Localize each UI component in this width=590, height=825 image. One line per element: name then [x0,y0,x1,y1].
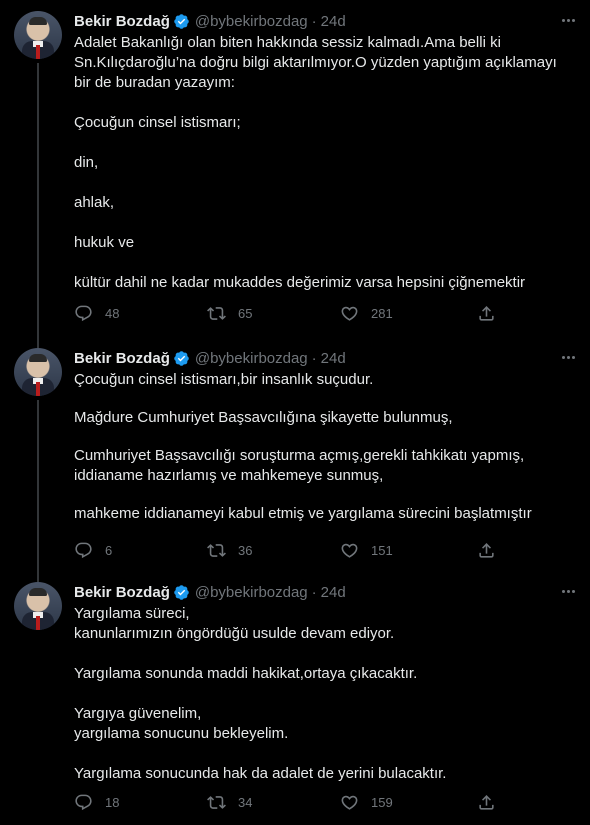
tweet-paragraph: kültür dahil ne kadar mukaddes değerimiz varsa hepsini çiğnemektir [74,274,526,291]
avatar[interactable] [14,11,62,59]
author-name[interactable]: Bekir Bozdağ [74,349,170,367]
retweet-count: 36 [238,543,253,558]
timestamp[interactable]: 24d [320,349,346,367]
reply-icon [74,304,93,323]
thread-line [37,400,39,582]
reply-button[interactable] [74,793,207,812]
share-icon [477,793,496,812]
tweet-actions [74,793,576,812]
thread-line [37,63,39,348]
author-handle[interactable]: @bybekirbozdag [194,349,308,367]
retweet-button[interactable] [207,793,340,812]
tweet[interactable] [0,0,590,337]
share-icon [477,541,496,560]
tweet-paragraph: Çocuğun cinsel istismarı; [74,114,241,131]
more-icon[interactable] [558,12,578,28]
avatar[interactable] [14,348,62,396]
tweet-header: Bekir Bozdağ @bybekirbozdag · 24d [74,12,346,30]
retweet-icon [207,541,226,560]
like-icon [340,304,359,323]
share-button[interactable] [477,304,508,323]
tweet-paragraph: ahlak, [74,194,115,211]
tweet-header: Bekir Bozdağ @bybekirbozdag · 24d [74,583,346,601]
avatar-column [14,348,62,571]
share-button[interactable] [477,541,508,560]
verified-badge-icon [173,350,190,367]
like-count: 281 [371,306,393,321]
retweet-button[interactable] [207,304,340,323]
tweet-paragraph: Yargılama sonunda maddi hakikat,ortaya çıkacaktır. [74,665,418,682]
tweet-paragraph: Adalet Bakanlığı olan biten hakkında sessiz kalmadı.Ama belli ki Sn.Kılıçdaroğlu’na doğru bilgi aktarılmıyor.O yüzden yaptığım açıklamayı bir de buradan yazayım: [74,34,561,91]
avatar-column [14,582,62,825]
tweet-paragraph: mahkeme iddianameyi kabul etmiş ve yargılama sürecini başlatmıştır [74,505,532,522]
retweet-count: 65 [238,306,253,321]
retweet-icon [207,793,226,812]
tweet[interactable] [0,571,590,825]
timestamp[interactable]: 24d [320,583,346,601]
like-count: 159 [371,795,393,810]
retweet-icon [207,304,226,323]
avatar[interactable] [14,582,62,630]
tweet-paragraph: din, [74,154,99,171]
reply-button[interactable] [74,541,207,560]
tweet-text [74,33,576,293]
verified-badge-icon [173,584,190,601]
tweet-paragraph: Mağdure Cumhuriyet Başsavcılığına şikayette bulunmuş, [74,409,453,426]
tweet-text [74,370,576,524]
tweet-paragraph: Yargılama sonucunda hak da adalet de yerini bulacaktır. [74,765,447,782]
like-icon [340,541,359,560]
retweet-button[interactable] [207,541,340,560]
share-icon [477,304,496,323]
share-button[interactable] [477,793,508,812]
reply-count: 6 [105,543,113,558]
like-button[interactable] [340,793,473,812]
reply-count: 18 [105,795,120,810]
tweet-actions [74,541,576,560]
avatar-column [14,11,62,337]
author-handle[interactable]: @bybekirbozdag [194,12,308,30]
more-icon[interactable] [558,349,578,365]
tweet-header: Bekir Bozdağ @bybekirbozdag · 24d [74,349,346,367]
tweet-actions [74,304,576,323]
retweet-count: 34 [238,795,253,810]
author-name[interactable]: Bekir Bozdağ [74,12,170,30]
reply-count: 48 [105,306,120,321]
reply-button[interactable] [74,304,207,323]
tweet-paragraph: Çocuğun cinsel istismarı,bir insanlık suçudur. [74,371,374,388]
tweet-paragraph: hukuk ve [74,234,135,251]
like-icon [340,793,359,812]
tweet-paragraph: Cumhuriyet Başsavcılığı soruşturma açmış,gerekli tahkikatı yapmış, iddianame hazırlamış ve mahkemeye sunmuş, [74,447,529,484]
tweet[interactable] [0,337,590,571]
tweet-paragraph: Yargılama süreci, kanunlarımızın öngördüğü usulde devam ediyor. [74,605,395,642]
author-handle[interactable]: @bybekirbozdag [194,583,308,601]
timestamp[interactable]: 24d [320,12,346,30]
tweet-paragraph: Yargıya güvenelim, yargılama sonucunu bekleyelim. [74,705,289,742]
author-name[interactable]: Bekir Bozdağ [74,583,170,601]
like-button[interactable] [340,541,473,560]
reply-icon [74,541,93,560]
more-icon[interactable] [558,583,578,599]
like-button[interactable] [340,304,473,323]
tweet-text [74,604,576,784]
verified-badge-icon [173,13,190,30]
reply-icon [74,793,93,812]
like-count: 151 [371,543,393,558]
